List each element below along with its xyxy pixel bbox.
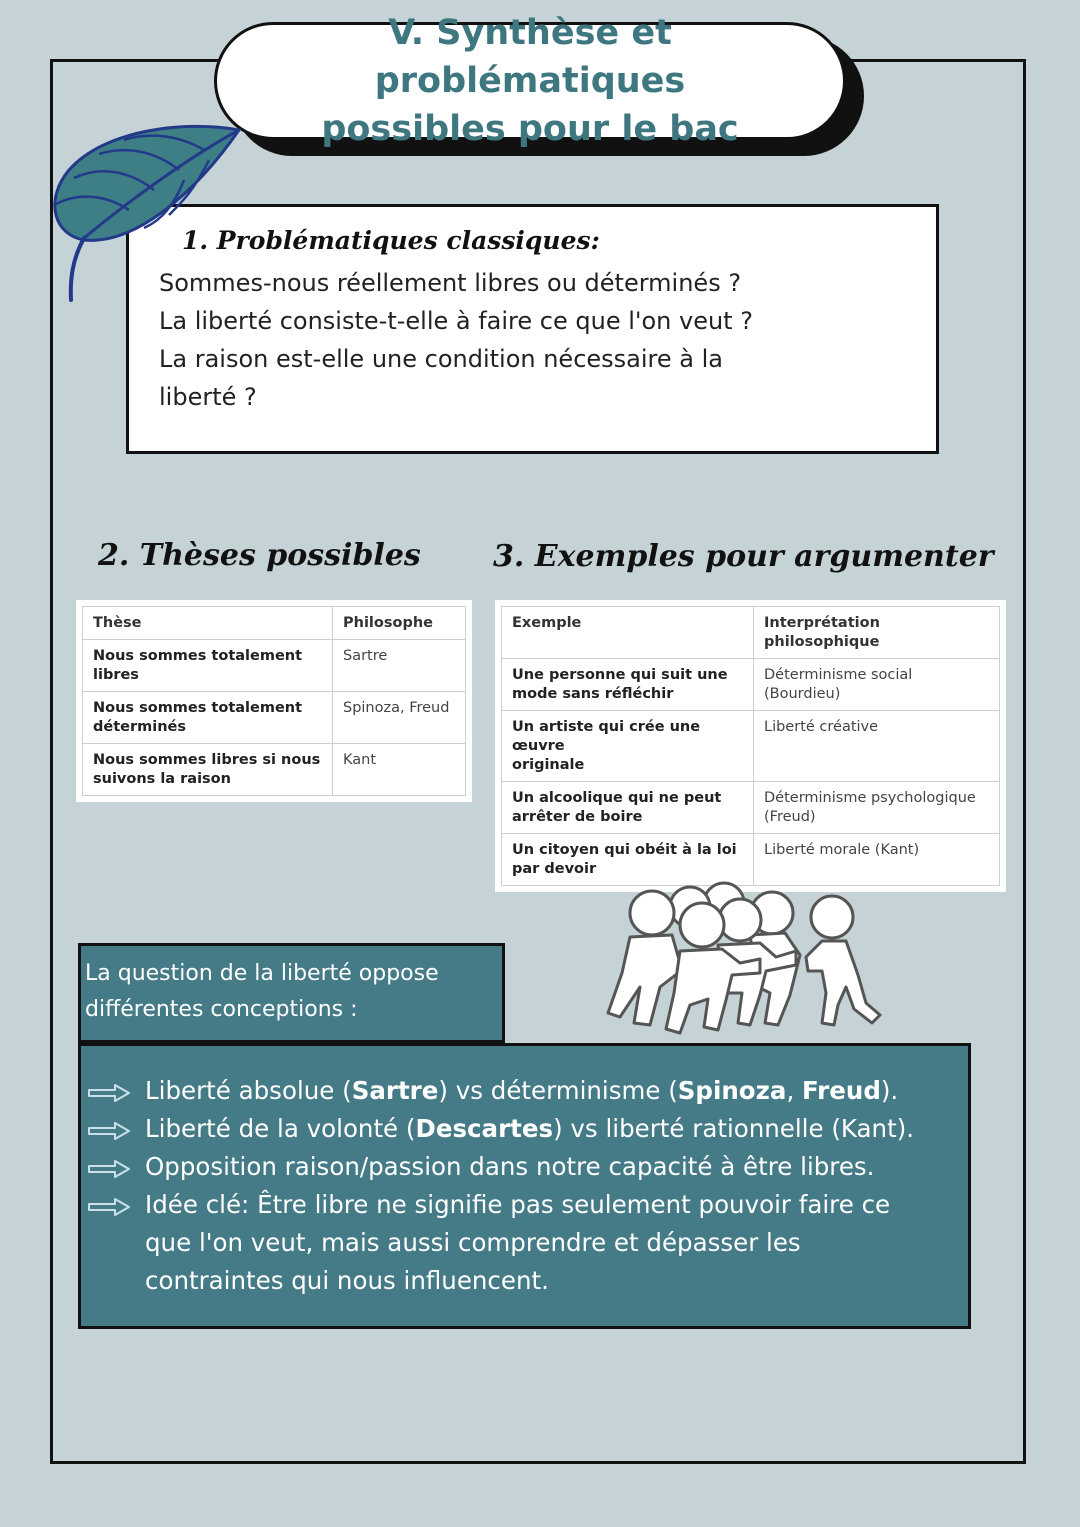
table-row: [83, 692, 466, 744]
interpretation-cell: Liberté créative: [754, 711, 1000, 782]
title-line-1: V. Synthèse et problématiques: [374, 13, 686, 101]
intro-line-1: La question de la liberté oppose: [85, 961, 439, 986]
table-row: [502, 711, 1000, 782]
these-cell: Nous sommes totalement déterminés: [83, 692, 333, 744]
arrow-right-icon: [87, 1082, 131, 1104]
column-header: Thèse: [83, 607, 333, 640]
conclusion-box: [78, 1043, 971, 1329]
interpretation-cell: Déterminisme psychologique (Freud): [754, 782, 1000, 834]
these-cell: Nous sommes libres si nous suivons la raison: [83, 744, 333, 796]
list-item: Liberté de la volonté (Descartes) vs liberté rationnelle (Kant).: [87, 1110, 987, 1148]
interpretation-cell: Liberté morale (Kant): [754, 834, 1000, 886]
problematique-line: La raison est-elle une condition nécessaire à la: [159, 345, 723, 373]
problematique-line: La liberté consiste-t-elle à faire ce que l'on veut ?: [159, 307, 753, 335]
column-header: Philosophe: [333, 607, 466, 640]
exemples-table: [495, 600, 1006, 892]
arrow-right-icon: [87, 1196, 131, 1218]
intro-line-2: différentes conceptions :: [85, 997, 358, 1022]
exemple-cell: Un artiste qui crée une œuvre originale: [502, 711, 754, 782]
table-header-row: [502, 607, 1000, 659]
problematique-line: liberté ?: [159, 383, 257, 411]
page-title: [230, 9, 830, 153]
conclusion-list: [87, 1072, 987, 1300]
arrow-right-icon: [87, 1158, 131, 1180]
table-row: [83, 640, 466, 692]
theses-heading: 2. Thèses possibles: [98, 538, 421, 573]
table-row: [83, 744, 466, 796]
column-header: Interprétation philosophique: [754, 607, 1000, 659]
these-cell: Nous sommes totalement libres: [83, 640, 333, 692]
exemple-cell: Un alcoolique qui ne peut arrêter de boire: [502, 782, 754, 834]
problematique-line: Sommes-nous réellement libres ou déterminés ?: [159, 269, 742, 297]
problematiques-heading: 1. Problématiques classiques:: [182, 226, 600, 255]
philosophe-cell: Sartre: [333, 640, 466, 692]
interpretation-cell: Déterminisme social (Bourdieu): [754, 659, 1000, 711]
theses-table: [76, 600, 472, 802]
exemples-heading: 3. Exemples pour argumenter: [493, 539, 994, 574]
exemple-cell: Un citoyen qui obéit à la loi par devoir: [502, 834, 754, 886]
table-row: [502, 659, 1000, 711]
people-group-icon: [600, 875, 890, 1040]
table-header-row: [83, 607, 466, 640]
arrow-right-icon: [87, 1120, 131, 1142]
list-item: Opposition raison/passion dans notre capacité à être libres.: [87, 1148, 987, 1186]
philosophe-cell: Kant: [333, 744, 466, 796]
philosophe-cell: Spinoza, Freud: [333, 692, 466, 744]
exemple-cell: Une personne qui suit une mode sans réfléchir: [502, 659, 754, 711]
title-line-2: possibles pour le bac: [321, 109, 739, 149]
title-pill: [214, 13, 846, 149]
conclusion-intro: [78, 943, 505, 1043]
problematiques-list: [159, 264, 919, 416]
list-item: Liberté absolue (Sartre) vs déterminisme (Spinoza, Freud).: [87, 1072, 987, 1110]
column-header: Exemple: [502, 607, 754, 659]
table-row: [502, 782, 1000, 834]
list-item: Idée clé: Être libre ne signifie pas seulement pouvoir faire ce que l'on veut, mais aussi comprendre et dépasser les contraintes qui nous influencent.: [87, 1186, 987, 1300]
